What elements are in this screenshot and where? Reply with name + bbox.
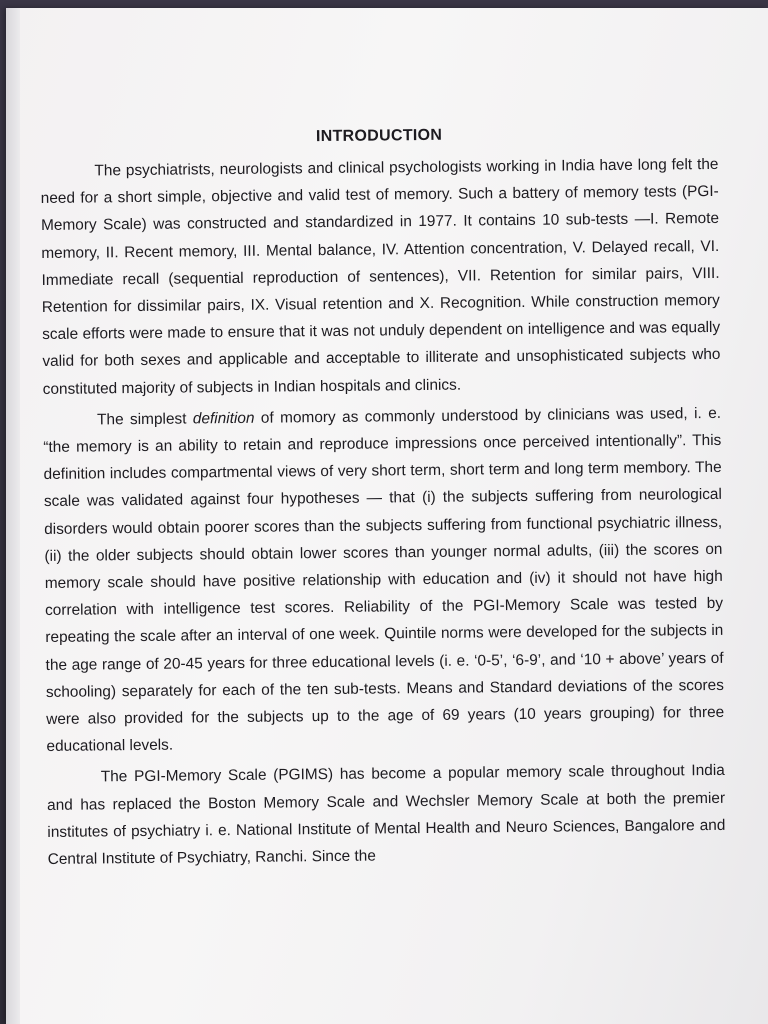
paragraph-2-text-rest: of momory as commonly understood by clinicians was used, i. e. “the memory is an ability to retain and reproduce impressions once perceived intentionally”. This definition includes compartmental views of very short term, short term and long term membory. The scale was validated against four hypotheses — that (i) the subjects suffering from neurological disorders would obtain poorer scores than the subjects suffering from functional psychiatric illness, (ii) the older subjects should obtain lower scores than younger normal adults, (iii) the scores on memory scale should have positive relationship with education and (iv) it should not have high correlation with intelligence test scores. Reliability of the PGI-Memory Scale was tested by repeating the scale after an interval of one week. Quintile norms were developed for the subjects in the age range of 20-45 years for three educational levels (i. e. ‘0-5’, ‘6-9’, and ‘10 + above’ years of schooling) separately for each of the ten sub-tests. Means and Standard deviations of the scores were also provided for the subjects up to the age of 69 years (10 years grouping) for three educational levels. [43,404,725,756]
page-content [40,121,726,873]
page-title: INTRODUCTION [315,126,443,146]
paragraph-3 [47,757,726,873]
paragraph-2-text-start: The simplest [96,410,193,429]
paragraph-2-emphasis: definition [192,409,255,428]
paragraph-3-text: The PGI-Memory Scale (PGIMS) has become a popular memory scale throughout India and has replaced the Boston Memory Scale and Wechsler Memory Scale at both the premier institutes of psychiatry i. e. National Institute of Mental Health and Neuro Sciences, Bangalore and Central Institute of Psychiatry, Ranchi. Since the [47,762,726,869]
paragraph-1 [40,151,721,403]
document-page [6,8,768,1024]
page-edge [6,8,20,1024]
paragraph-1-text: The psychiatrists, neurologists and clinical psychologists working in India have long felt the need for a short simple, objective and valid test of memory. Such a battery of memory tests (PGI-Memory Scale) was constructed and standardized in 1977. It contains 10 sub-tests —I. Remote memory, II. Recent memory, III. Mental balance, IV. Attention concentration, V. Delayed recall, VI. Immediate recall (sequential reproduction of sentences), VII. Retention for similar pairs, VIII. Retention for dissimilar pairs, IX. Visual retention and X. Recognition. While construction memory scale efforts were made to ensure that it was not unduly dependent on intelligence and was equally valid for both sexes and applicable and acceptable to illiterate and unsophisticated subjects who constituted majority of subjects in Indian hospitals and clinics. [40,155,721,398]
paragraph-2 [43,400,725,761]
